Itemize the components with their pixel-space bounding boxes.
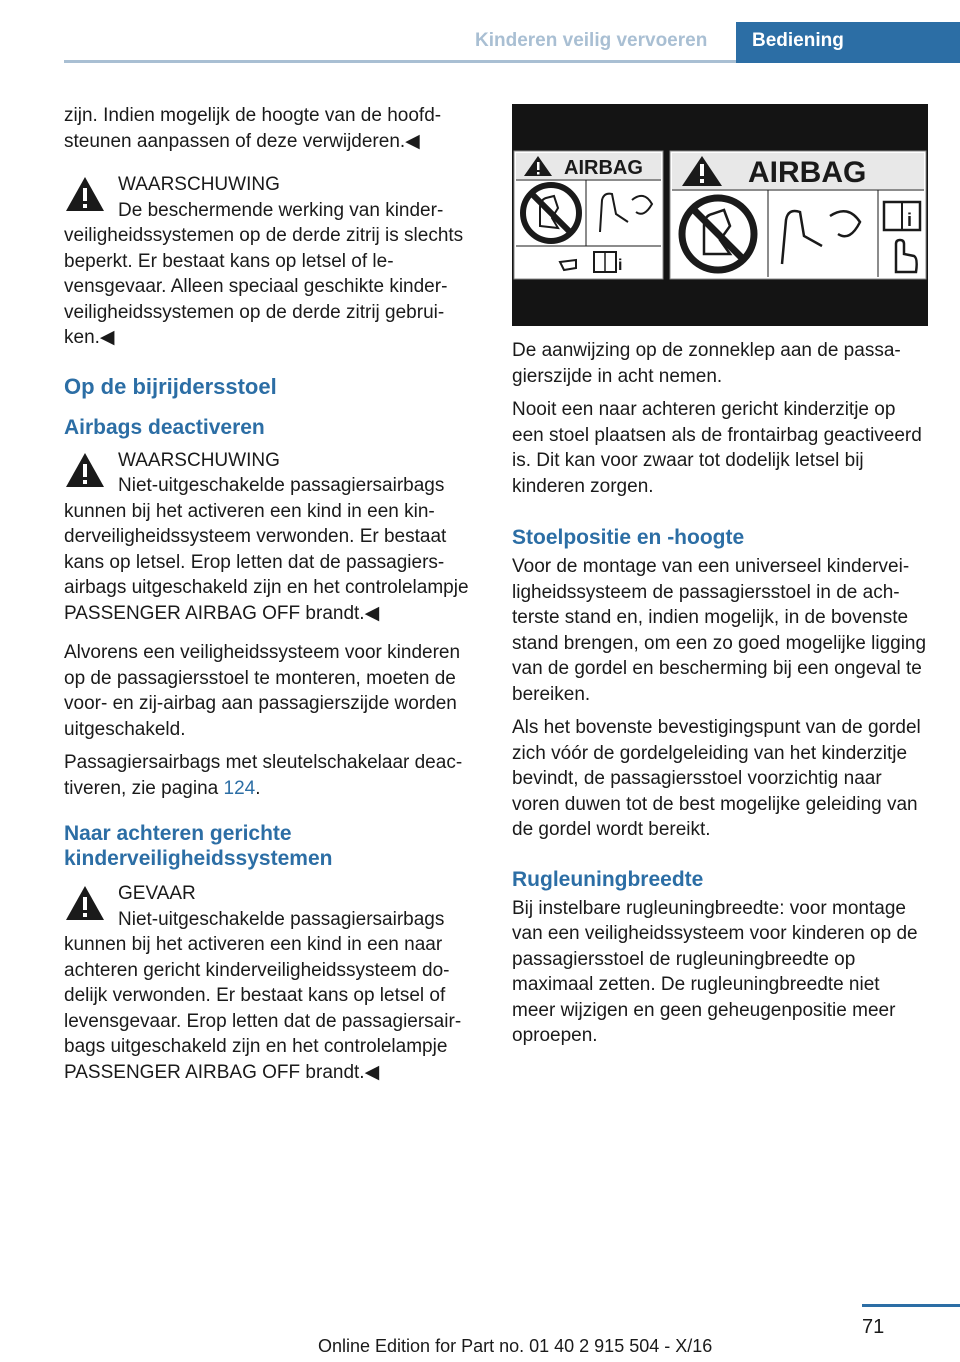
warning-text: Niet-uitgeschakelde passagiersairbags kunnen bij het activeren een kind in een kinderveiligheidssysteem verwonden. Er bestaat kans op letsel. Erop letten dat de passagiersairbags uitgeschakeld zijn en het controlelampje PASSENGER AIRBAG OFF brandt.◀: [64, 475, 469, 624]
warning-text: De beschermende werking van kinderveiligheidssystemen op de derde zitrij is slechts beperkt. Er bestaat kans op letsel of levensgevaar. Alleen speciaal geschikte kinderveiligheidssystemen op de derde zitrij gebruiken.◀: [64, 199, 464, 348]
backrest-width-paragraph: Bij instelbare rugleuningbreedte: voor montage van een veiligheidssysteem voor kinderen op de passagiersstoel de rugleuningbreedte op maximaal zetten. De rugleuningbreedte niet meer wijzigen en geen geheugenpositie meer oproepen.: [512, 897, 918, 1046]
page-reference-link[interactable]: 124: [223, 777, 256, 799]
before-mounting-paragraph: Alvorens een veiligheidssysteem voor kinderen op de passagiersstoel te monteren, moeten de voor- en zij-airbag aan passagierszijde worden uitgeschakeld.: [64, 642, 461, 740]
left-column: [64, 103, 478, 1099]
heading-deactivate-airbags: Airbags deactiveren: [64, 415, 265, 439]
page-number: 71: [862, 1316, 885, 1338]
intro-paragraph: zijn. Indien mogelijk de hoogte van de hoofdsteunen aanpassen of deze verwijderen.◀: [64, 105, 442, 152]
seat-position-paragraph-1: Voor de montage van een universeel kinderveiligheidssysteem de passagiersstoel in de achterste stand en, indien mogelijk, in de bovenste stand brengen, om een zo goed mogelijke ligging van de gordel en bescherming bij een ongeval te bereiken.: [512, 556, 927, 705]
warning-triangle-icon: [64, 450, 106, 490]
right-column: [512, 338, 928, 1057]
warning-triangle-icon: [64, 883, 106, 923]
warning-title: WAARSCHUWING: [118, 174, 280, 195]
seat-position-paragraph-2: Als het bovenste bevestigingspunt van de gordel zich vóór de gordelgeleiding van het kinderzitje bevindt, de passagiersstoel voorzichtig naar voren duwen tot de best mogelijke geleiding van de gordel wordt bereikt.: [512, 717, 921, 840]
header-chapter-title: Bediening: [752, 30, 844, 51]
warning-airbags: [64, 448, 478, 627]
svg-text:i: i: [907, 210, 913, 230]
key-switch-period: .: [255, 777, 261, 799]
danger-rear-facing: [64, 881, 478, 1085]
footer-rule: [862, 1304, 960, 1307]
never-rear-facing-paragraph: Nooit een naar achteren gericht kinderzitje op een stoel plaatsen als de frontairbag geactiveerd is. Dit kan voor zwaar tot dodelijk letsel bij kinderen zorgen.: [512, 399, 922, 497]
sun-visor-paragraph: De aanwijzing op de zonneklep aan de passagierszijde in acht nemen.: [512, 340, 901, 387]
heading-rear-facing-systems: Naar achteren gerichte kinderveiligheidssystemen: [64, 822, 333, 870]
danger-text: Niet-uitgeschakelde passagiersairbags kunnen bij het activeren een kind in een naar achteren gericht kinderveiligheidssysteem dodelijk verwonden. Er bestaat kans op letsel of levensgevaar. Erop letten dat de passagiersairbags uitgeschakeld zijn en het controlelampje PASSENGER AIRBAG OFF brandt.◀: [64, 908, 462, 1083]
warning-title: WAARSCHUWING: [118, 449, 280, 471]
warning-triangle-icon: [64, 174, 106, 214]
heading-passenger-seat: Op de bijrijdersstoel: [64, 373, 277, 399]
airbag-label-figure: [512, 104, 928, 326]
airbag-label-small-text: AIRBAG: [564, 157, 643, 179]
heading-seat-position: Stoelpositie en -hoogte: [512, 526, 745, 549]
airbag-label-large-text: AIRBAG: [748, 156, 867, 189]
key-switch-text: Passagiersairbags met sleutelschakelaar deactiveren, zie pagina: [64, 752, 463, 799]
svg-text:i: i: [618, 257, 623, 274]
edition-footer: Online Edition for Part no. 01 40 2 915 504 - X/16: [318, 1336, 713, 1356]
heading-backrest-width: Rugleuningbreedte: [512, 867, 704, 891]
airbag-labels-illustration: [512, 104, 928, 326]
danger-title: GEVAAR: [118, 883, 196, 904]
warning-third-row: [64, 172, 478, 351]
header-section-title: Kinderen veilig vervoeren: [475, 30, 708, 51]
key-switch-paragraph: [64, 750, 478, 801]
